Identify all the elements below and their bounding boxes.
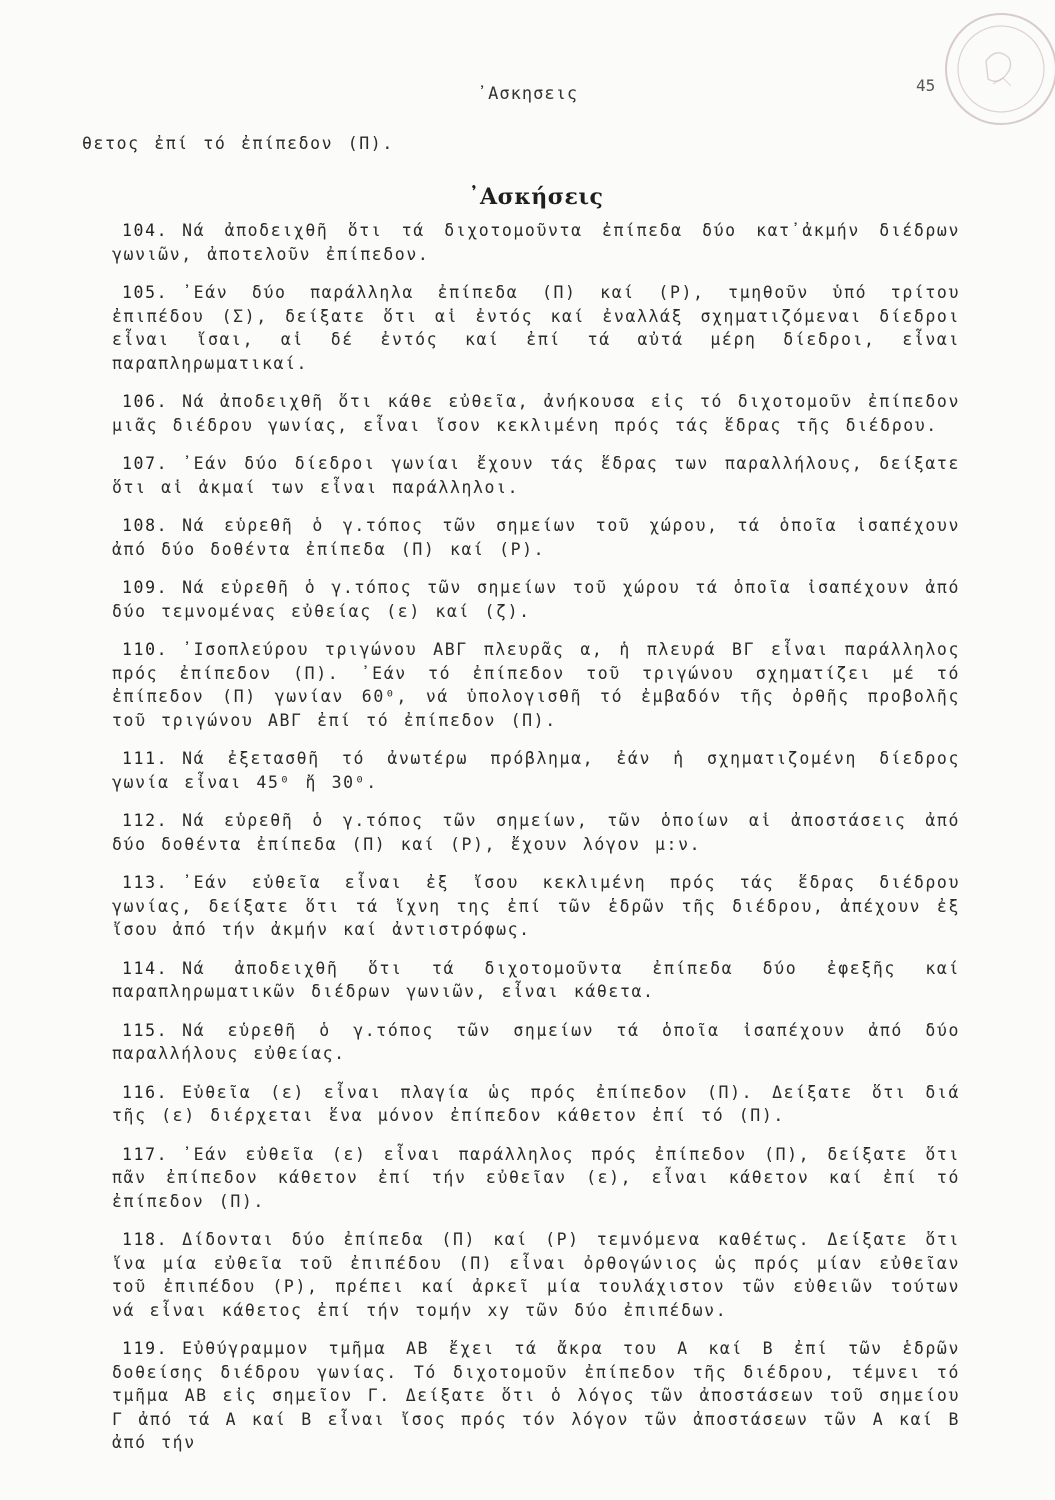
page-number: 45 bbox=[916, 76, 936, 95]
exercise-text: Εὐθεῖα (ε) εἶναι πλαγία ὡς πρός ἐπίπεδον (Π). Δείξατε ὅτι διά τῆς (ε) διέρχεται ἕνα μόνον ἐπίπεδον κάθετον ἐπί τό (Π). bbox=[112, 1082, 960, 1125]
running-head: ᾿Ασκησεις bbox=[476, 84, 579, 104]
exercise-item bbox=[112, 638, 960, 732]
exercise-number: 117. bbox=[122, 1144, 169, 1164]
exercise-text: ᾿Εάν εὐθεῖα (ε) εἶναι παράλληλος πρός ἐπίπεδον (Π), δείξατε ὅτι πᾶν ἐπίπεδον κάθετον ἐπί τήν εὐθεῖαν (ε), εἶναι κάθετον καί ἐπί τό ἐπίπεδον (Π). bbox=[112, 1144, 960, 1211]
exercise-text: Νά ἀποδειχθῆ ὅτι τά διχοτομοῦντα ἐπίπεδα δύο κατ᾿ἀκμήν διέδρων γωνιῶν, ἀποτελοῦν ἐπίπεδον. bbox=[112, 221, 960, 264]
exercise-item bbox=[112, 1143, 960, 1214]
page-content bbox=[82, 132, 960, 1470]
exercise-text: Εὐθύγραμμον τμῆμα ΑΒ ἔχει τά ἄκρα του Α καί Β ἐπί τῶν ἑδρῶν δοθείσης διέδρου γωνίας. Τό διχοτομοῦν ἐπίπεδον τῆς διέδρου, τέμνει τό τμῆμα ΑΒ εἰς σημεῖον Γ. Δείξατε ὅτι ὁ λόγος τῶν ἀποστάσεων τοῦ σημείου Γ ἀπό τά Α καί Β εἶναι ἴσος πρός τόν λόγον τῶν ἀποστάσεων τῶν Α καί Β ἀπό τήν bbox=[112, 1339, 960, 1452]
exercise-number: 118. bbox=[122, 1230, 169, 1249]
exercise-number: 119. bbox=[122, 1339, 169, 1358]
exercise-text: ᾿Εάν δύο δίεδροι γωνίαι ἔχουν τάς ἕδρας των παραλλήλους, δείξατε ὅτι αἱ ἀκμαί των εἶναι παράλληλοι. bbox=[112, 454, 960, 497]
exercise-item bbox=[112, 514, 960, 561]
exercise-number: 115. bbox=[122, 1020, 169, 1040]
exercise-text: ᾿Εάν εὐθεῖα εἶναι ἐξ ἴσου κεκλιμένη πρός τάς ἕδρας διέδρου γωνίας, δείξατε ὅτι τά ἴχνη της ἐπί τῶν ἑδρῶν τῆς διέδρου, ἀπέχουν ἐξ ἴσου ἀπό τήν ἀκμήν καί ἀντιστρόφως. bbox=[112, 873, 960, 939]
exercise-text: Νά εὑρεθῆ ὁ γ.τόπος τῶν σημείων τοῦ χώρου τά ὁποῖα ἰσαπέχουν ἀπό δύο τεμνομένας εὐθείας (ε) καί (ζ). bbox=[112, 578, 960, 621]
exercise-text: ᾿Εάν δύο παράλληλα ἐπίπεδα (Π) καί (Ρ), τμηθοῦν ὑπό τρίτου ἐπιπέδου (Σ), δείξατε ὅτι αἱ ἐντός καί ἐναλλάξ σχηματιζόμεναι δίεδροι εἶναι ἴσαι, αἱ δέ ἐντός καί ἐπί τά αὐτά μέρη δίεδροι, εἶναι παραπληρωματικαί. bbox=[112, 283, 960, 373]
exercise-text: Δίδονται δύο ἐπίπεδα (Π) καί (Ρ) τεμνόμενα καθέτως. Δείξατε ὅτι ἵνα μία εὐθεῖα τοῦ ἐπιπέδου (Π) εἶναι ὀρθογώνιος ὡς πρός μίαν εὐθεῖαν τοῦ ἐπιπέδου (Ρ), πρέπει καί ἀρκεῖ μία τουλάχιστον τῶν εὐθειῶν τούτων νά εἶναι κάθετος ἐπί τήν τομήν xy τῶν δύο ἐπιπέδων. bbox=[112, 1230, 960, 1320]
exercise-text: Νά ἐξετασθῆ τό ἀνωτέρω πρόβλημα, ἐάν ἡ σχηματιζομένη δίεδρος γωνία εἶναι 45⁰ ἤ 30⁰. bbox=[112, 749, 960, 792]
exercise-number: 113. bbox=[122, 873, 169, 892]
exercise-item bbox=[112, 281, 960, 375]
exercise-text: ᾿Ισοπλεύρου τριγώνου ΑΒΓ πλευρᾶς α, ἡ πλευρά ΒΓ εἶναι παράλληλος πρός ἐπίπεδον (Π). ᾿Εάν τό ἐπίπεδον τοῦ τριγώνου σχηματίζει μέ τό ἐπίπεδον (Π) γωνίαν 60⁰, νά ὑπολογισθῆ τό ἐμβαδόν τῆς ὀρθῆς προβολῆς τοῦ τριγώνου ΑΒΓ ἐπί τό ἐπίπεδον (Π). bbox=[112, 640, 960, 730]
exercise-item bbox=[112, 390, 960, 437]
exercise-number: 111. bbox=[122, 749, 169, 768]
exercise-number: 106. bbox=[122, 392, 169, 411]
exercise-text: Νά εὑρεθῆ ὁ γ.τόπος τῶν σημείων, τῶν ὁποίων αἱ ἀποστάσεις ἀπό δύο δοθέντα ἐπίπεδα (Π) καί (Ρ), ἔχουν λόγον μ:ν. bbox=[112, 811, 960, 854]
exercise-number: 104. bbox=[122, 221, 169, 240]
exercise-number: 114. bbox=[122, 958, 169, 978]
exercise-item bbox=[112, 1337, 960, 1455]
exercise-number: 109. bbox=[122, 578, 169, 597]
library-stamp bbox=[938, 6, 1055, 132]
exercise-text: Νά εὑρεθῆ ὁ γ.τόπος τῶν σημείων τά ὁποῖα ἰσαπέχουν ἀπό δύο παραλλήλους εὐθείας. bbox=[112, 1020, 960, 1063]
exercise-text: Νά ἀποδειχθῆ ὅτι τά διχοτομοῦντα ἐπίπεδα δύο ἐφεξῆς καί παραπληρωματικῶν διέδρων γωνιῶν, εἶναι κάθετα. bbox=[112, 958, 960, 1001]
exercise-item bbox=[112, 957, 960, 1004]
exercise-item bbox=[112, 219, 960, 266]
exercise-number: 107. bbox=[122, 454, 169, 473]
exercise-number: 116. bbox=[122, 1082, 169, 1102]
exercise-text: Νά εὑρεθῆ ὁ γ.τόπος τῶν σημείων τοῦ χώρου, τά ὁποῖα ἰσαπέχουν ἀπό δύο δοθέντα ἐπίπεδα (Π) καί (Ρ). bbox=[112, 516, 960, 559]
exercise-list bbox=[112, 219, 960, 1455]
exercise-item bbox=[112, 809, 960, 856]
exercise-number: 108. bbox=[122, 516, 169, 535]
exercise-item bbox=[112, 1228, 960, 1322]
exercise-text: Νά ἀποδειχθῆ ὅτι κάθε εὐθεῖα, ἀνήκουσα εἰς τό διχοτομοῦν ἐπίπεδον μιᾶς διέδρου γωνίας, εἶναι ἴσον κεκλιμένη πρός τάς ἕδρας τῆς διέδρου. bbox=[112, 392, 960, 435]
exercise-item bbox=[112, 452, 960, 499]
exercise-item bbox=[112, 576, 960, 623]
exercise-item bbox=[112, 747, 960, 794]
exercise-number: 112. bbox=[122, 811, 169, 830]
exercise-item bbox=[112, 1019, 960, 1066]
exercise-number: 110. bbox=[122, 640, 169, 659]
exercise-item bbox=[112, 1081, 960, 1128]
continued-text: θετος ἐπί τό ἐπίπεδον (Π). bbox=[82, 134, 394, 153]
exercise-number: 105. bbox=[122, 283, 169, 302]
exercise-item bbox=[112, 871, 960, 942]
section-title: ᾿Ασκήσεις bbox=[468, 183, 604, 210]
